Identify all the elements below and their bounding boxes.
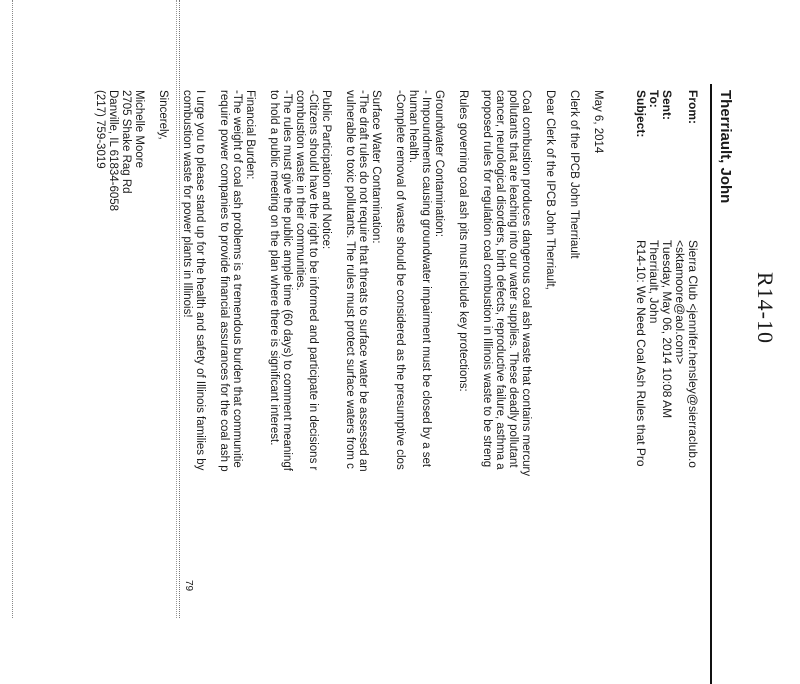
body-line: Groundwater Contamination: (433, 90, 445, 238)
body-line: -Citizens should have the right to be informed and participate in decisions r (307, 90, 319, 471)
body-line: combustion waste in their communities. (294, 90, 306, 291)
header-label: From: (686, 90, 700, 124)
body-line: Financial Burden: (244, 90, 256, 180)
header-value: Therriault, John (647, 240, 661, 324)
body-line: Michelle Moore (133, 90, 145, 168)
body-line: I urge you to please stand up for the health and safety of Illinois families by (194, 90, 206, 471)
page-number: 79 (183, 580, 194, 592)
body-line: Dear Clerk of the IPCB John Therriault, (544, 90, 556, 290)
header-value: Sierra Club <jennifer.hensley@sierraclub.o (686, 240, 700, 468)
body-line: Sincerely, (157, 90, 169, 140)
body-line: Danville, IL 61834-6058 (107, 90, 119, 212)
body-line: pollutants that are leaching into our water supplies. These deadly pollutant (507, 90, 519, 468)
body-line: proposed rules for regulation coal combustion in Illinois waste to be streng (481, 90, 493, 468)
header-label: To: (647, 90, 661, 108)
header-label: Sent: (660, 90, 674, 120)
body-line: 2705 Shake Rag Rd (120, 90, 132, 194)
scan-dotted-line (179, 0, 180, 618)
header-value: <sktamoore@aol.com> (673, 240, 687, 365)
body-line: Coal combustion produces dangerous coal ash waste that contains mercury (520, 90, 532, 477)
body-line: vulnerable to toxic pollutants. The rules must protect surface waters from c (344, 90, 356, 469)
body-line: -The draft rules do not require that threats to surface water be assessed an (357, 90, 369, 472)
document-number: R14-10 (753, 272, 778, 344)
body-line: -Complete removal of waste should be considered as the presumptive clos (394, 90, 406, 470)
body-line: cancer, neurological disorders, birth defects, reproductive failure, asthma a (494, 90, 506, 470)
body-line: -The weight of coal ash problems is a tremendous burden that communitie (231, 90, 243, 468)
header-divider (710, 84, 712, 684)
body-line: - Impoundments causing groundwater impairment must be closed by a set (420, 90, 432, 468)
body-line: Rules governing coal ash pits must include key protections: (457, 90, 469, 392)
body-line: to hold a public meeting on the plan where there is significant interest. (268, 90, 280, 446)
body-line: Clerk of the IPCB John Therriault (568, 90, 580, 259)
body-line: Public Participation and Notice: (320, 90, 332, 250)
body-line: (217) 759-3019 (94, 90, 106, 169)
header-value: R14-10: We Need Coal Ash Rules that Pro (634, 240, 648, 467)
body-line: -The rules must give the public ample time (60 days) to comment meaningf (281, 90, 293, 471)
body-line: human health. (407, 90, 419, 163)
body-line: Surface Water Contamination: (370, 90, 382, 244)
body-line: combustion waste for power plants in Illinois! (181, 90, 193, 318)
header-value: Tuesday, May 06, 2014 10:08 AM (660, 240, 674, 419)
scan-dotted-line-2 (176, 0, 177, 618)
body-line: require power companies to provide financial assurances for the coal ash p (218, 90, 230, 472)
sender-name: Therriault, John (717, 90, 734, 204)
scan-page-edge (12, 0, 13, 618)
body-line: May 6, 2014 (592, 90, 604, 154)
header-label: Subject: (634, 90, 648, 138)
